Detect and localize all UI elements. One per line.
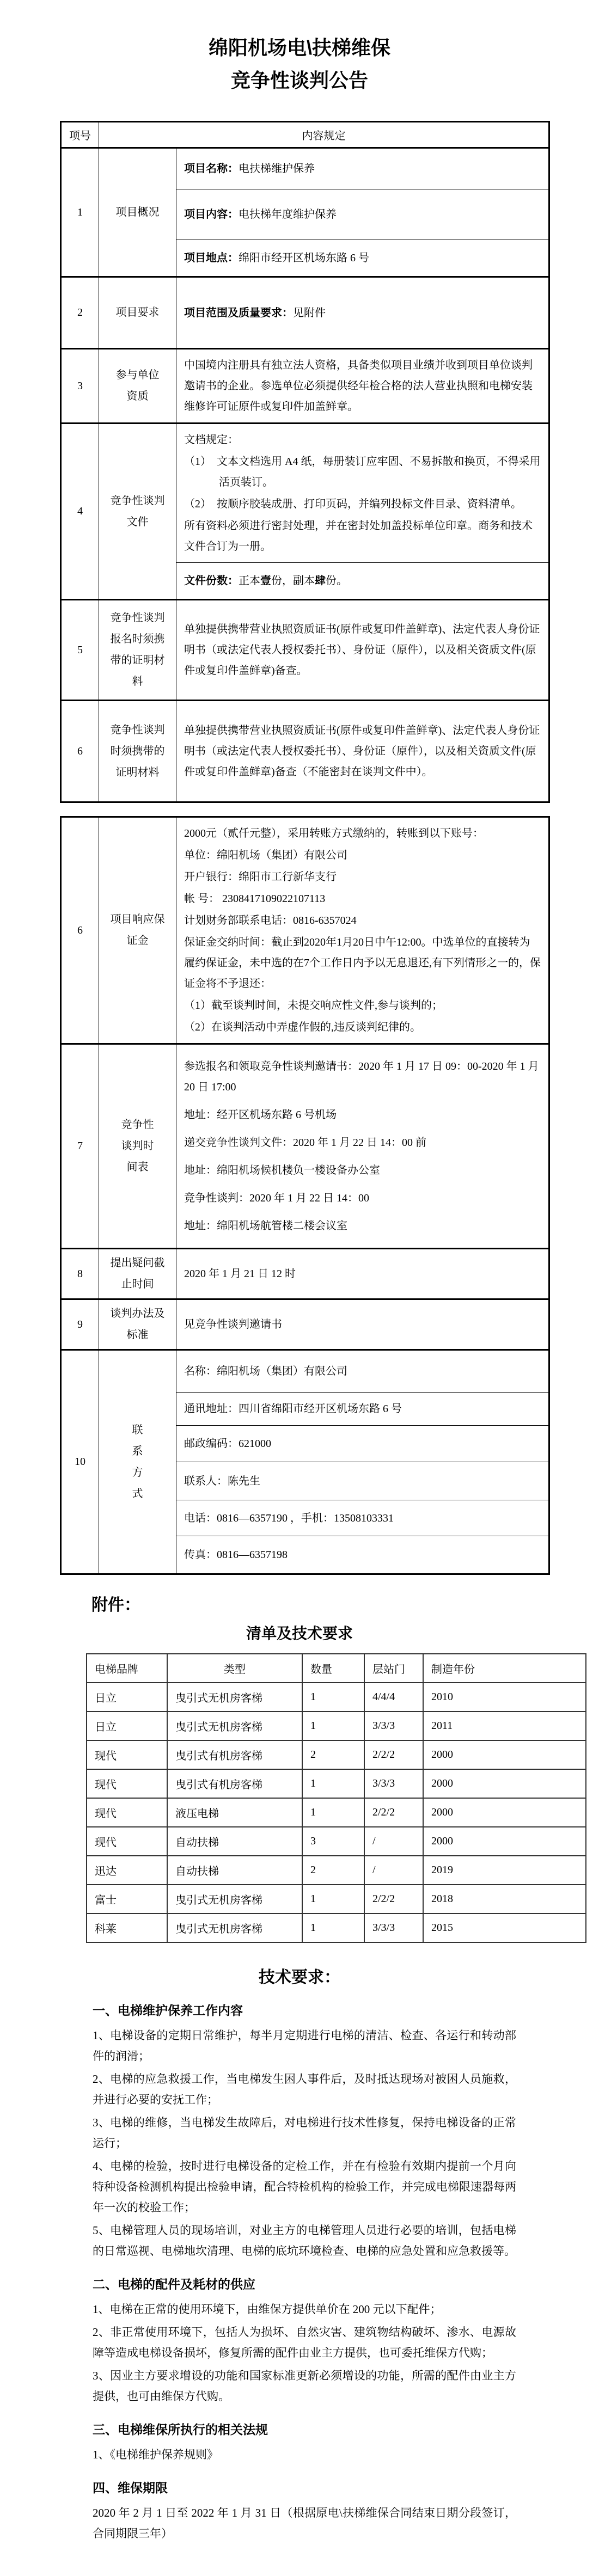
label-line: 竞争性谈判 bbox=[110, 494, 165, 507]
cell-paragraph: 单独提供携带营业执照资质证书(原件或复印件盖鲜章)、法定代表人身份证明书（或法定代表人授权委托书）、身份证（原件），以及相关资质文件(原件或复印件盖鲜章)备查（不能密封在谈判文件中）。 bbox=[184, 725, 540, 778]
row-content-cell bbox=[176, 424, 549, 563]
equipment-cell: 3/3/3 bbox=[364, 1712, 423, 1740]
row-content-cell bbox=[176, 349, 549, 424]
row-number-cell: 2 bbox=[61, 277, 99, 349]
table-row bbox=[61, 701, 549, 802]
row-content-cell bbox=[176, 817, 549, 1044]
label-line: 止时间 bbox=[121, 1278, 154, 1290]
equipment-cell: 1 bbox=[302, 1769, 364, 1798]
row-label-cell bbox=[99, 148, 176, 277]
row-number-cell: 3 bbox=[61, 349, 99, 424]
equipment-table bbox=[86, 1653, 586, 1943]
equipment-cell: 现代 bbox=[87, 1769, 167, 1798]
equipment-cell: 2018 bbox=[423, 1885, 586, 1913]
equipment-cell: 液压电梯 bbox=[167, 1798, 302, 1827]
cell-paragraph: 项目内容：电扶梯年度维护保养 bbox=[184, 208, 337, 220]
equipment-cell: 2 bbox=[302, 1740, 364, 1769]
equipment-cell: 富士 bbox=[87, 1885, 167, 1913]
equipment-cell: 科莱 bbox=[87, 1913, 167, 1942]
cell-paragraph: 计划财务部联系电话：0816-6357024 bbox=[184, 915, 357, 927]
row-number-cell: 8 bbox=[61, 1249, 99, 1299]
equipment-row bbox=[87, 1683, 586, 1712]
cell-paragraph: 电话：0816—6357190 ，手机：13508103331 bbox=[184, 1512, 394, 1524]
row-label-cell bbox=[99, 701, 176, 802]
row-number-cell: 5 bbox=[61, 600, 99, 701]
equipment-cell: 曳引式无机房客梯 bbox=[167, 1712, 302, 1740]
equipment-row bbox=[87, 1913, 586, 1942]
page-title-line-2: 竞争性谈判公告 bbox=[230, 69, 368, 91]
main-table-1 bbox=[60, 121, 550, 803]
cell-paragraph: 联系人：陈先生 bbox=[184, 1475, 260, 1487]
cell-paragraph: 传真：0816—6357198 bbox=[184, 1549, 288, 1561]
label-line: 系 bbox=[132, 1445, 143, 1457]
equipment-cell: 2000 bbox=[423, 1769, 586, 1798]
label-line: 谈判办法及 bbox=[110, 1308, 165, 1320]
row-label-cell bbox=[99, 349, 176, 424]
cell-paragraph: 单独提供携带营业执照资质证书(原件或复印件盖鲜章)、法定代表人身份证明书（或法定代表人授权委托书）、身份证（原件），以及相关资质文件(原件或复印件盖鲜章)备查。 bbox=[184, 623, 540, 677]
tech-sections bbox=[0, 2001, 599, 2544]
row-label-cell bbox=[99, 1350, 176, 1574]
equipment-cell: 迅达 bbox=[87, 1856, 167, 1885]
cell-paragraph: 中国境内注册具有独立法人资格，具备类似项目业绩并收到项目单位谈判邀请书的企业。参选单位必须提供经年检合格的法人营业执照和电梯安装维修许可证原件或复印件加盖鲜章。 bbox=[184, 359, 533, 413]
equipment-column-header: 类型 bbox=[167, 1654, 302, 1683]
equipment-cell: 2/2/2 bbox=[364, 1885, 423, 1913]
row-content-cell bbox=[176, 1462, 549, 1500]
equipment-row bbox=[87, 1769, 586, 1798]
cell-paragraph: 参选报名和领取竞争性谈判邀请书：2020 年 1 月 17 日 09：00-2020 年 1 月 20 日 17:00 bbox=[184, 1060, 539, 1093]
cell-paragraph: 递交竞争性谈判文件：2020 年 1 月 22 日 14：00 前 bbox=[184, 1137, 426, 1149]
equipment-cell: 2010 bbox=[423, 1683, 586, 1712]
equipment-row bbox=[87, 1827, 586, 1856]
equipment-row bbox=[87, 1885, 586, 1913]
row-label-cell bbox=[99, 1299, 176, 1350]
equipment-cell: 2015 bbox=[423, 1913, 586, 1942]
label-line: 方 bbox=[132, 1466, 143, 1479]
label-line: 联 bbox=[132, 1424, 143, 1436]
label-line: 报名时须携 bbox=[110, 633, 165, 645]
row-content-cell bbox=[176, 563, 549, 600]
row-content-cell bbox=[176, 240, 549, 277]
equipment-cell: 2000 bbox=[423, 1740, 586, 1769]
equipment-column-header: 制造年份 bbox=[423, 1654, 586, 1683]
equipment-cell: 自动扶梯 bbox=[167, 1827, 302, 1856]
equipment-cell: / bbox=[364, 1827, 423, 1856]
equipment-cell: 日立 bbox=[87, 1683, 167, 1712]
row-label-cell bbox=[99, 1044, 176, 1249]
table-row bbox=[61, 1249, 549, 1299]
label-line: 项目响应保 bbox=[110, 913, 165, 925]
row-content-cell bbox=[176, 701, 549, 802]
cell-paragraph: 文档规定： bbox=[184, 434, 239, 446]
tech-paragraph: 2、非正常使用环境下，包括人为损坏、自然灾害、建筑物结构破坏、渗水、电源故障等造成电梯设备损坏，修复所需的配件由业主方提供，也可委托维保方代购； bbox=[93, 2326, 516, 2359]
label-line: 竞争性 bbox=[121, 1119, 154, 1131]
cell-paragraph: 邮政编码：621000 bbox=[184, 1438, 271, 1450]
attachment-label: 附件： bbox=[91, 1596, 140, 1614]
row-label-cell bbox=[99, 424, 176, 600]
tech-paragraph: 1、电梯设备的定期日常维护，每半月定期进行电梯的清洁、检查、各运行和转动部件的润滑； bbox=[93, 2029, 516, 2063]
label-line: 谈判时 bbox=[121, 1140, 154, 1152]
cell-paragraph: 项目名称：电扶梯维护保养 bbox=[184, 163, 315, 175]
cell-paragraph: 项目范围及质量要求：见附件 bbox=[184, 306, 326, 319]
tech-requirements-heading: 技术要求： bbox=[259, 1968, 340, 1986]
label-line: 时须携带的 bbox=[110, 745, 165, 757]
table-row bbox=[61, 1299, 549, 1350]
row-content-cell bbox=[176, 1536, 549, 1574]
cell-paragraph: 地址：绵阳机场候机楼负一楼设备办公室 bbox=[184, 1164, 380, 1176]
tech-paragraph: 2、电梯的应急救援工作，当电梯发生困人事件后，及时抵达现场对被困人员施救，并进行必要的安抚工作； bbox=[93, 2072, 516, 2106]
main-table-2 bbox=[60, 816, 550, 1575]
label-line: 参与单位 bbox=[115, 369, 160, 381]
row-label-cell bbox=[99, 277, 176, 349]
equipment-column-header: 层站门 bbox=[364, 1654, 423, 1683]
tech-paragraph: 5、电梯管理人员的现场培训，对业主方的电梯管理人员进行必要的培训，包括电梯的日常巡视、电梯地坎清理、电梯的底坑环境检查、电梯的应急处置和应急救援等。 bbox=[93, 2224, 516, 2258]
table-row bbox=[61, 1044, 549, 1249]
equipment-cell: 2 bbox=[302, 1856, 364, 1885]
attachment-title: 清单及技术要求 bbox=[246, 1625, 353, 1642]
cell-paragraph: 通讯地址：四川省绵阳市经开区机场东路 6 号 bbox=[184, 1403, 402, 1415]
cell-paragraph: 开户银行：绵阳市工行新华支行 bbox=[184, 871, 337, 883]
row-number-cell: 4 bbox=[61, 424, 99, 600]
label-line: 提出疑问截 bbox=[110, 1257, 165, 1269]
equipment-column-header: 数量 bbox=[302, 1654, 364, 1683]
equipment-cell: 曳引式无机房客梯 bbox=[167, 1913, 302, 1942]
table-row bbox=[61, 600, 549, 701]
equipment-cell: 2000 bbox=[423, 1798, 586, 1827]
row-number-cell: 1 bbox=[61, 148, 99, 277]
equipment-cell: 3/3/3 bbox=[364, 1913, 423, 1942]
label-line: 式 bbox=[132, 1487, 143, 1500]
equipment-cell: 3 bbox=[302, 1827, 364, 1856]
equipment-cell: 自动扶梯 bbox=[167, 1856, 302, 1885]
table-header-row bbox=[61, 122, 549, 148]
tech-paragraph: 4、电梯的检验，按时进行电梯设备的定检工作，并在有检验有效期内提前一个月向特种设备检测机构提出检验申请，配合特检机构的检验工作，并完成电梯限速器每两年一次的校验工作； bbox=[93, 2160, 516, 2214]
row-label-cell bbox=[99, 1249, 176, 1299]
header-content-rules: 内容规定 bbox=[99, 122, 549, 148]
label-line: 项目要求 bbox=[115, 306, 160, 318]
row-content-cell bbox=[176, 277, 549, 349]
equipment-cell: 日立 bbox=[87, 1712, 167, 1740]
equipment-cell: 现代 bbox=[87, 1740, 167, 1769]
equipment-row bbox=[87, 1740, 586, 1769]
equipment-column-header: 电梯品牌 bbox=[87, 1654, 167, 1683]
cell-paragraph: （1） 文本文档选用 A4 纸，每册装订应牢固、不易拆散和换页，不得采用活页装订。 bbox=[184, 456, 541, 488]
equipment-row bbox=[87, 1798, 586, 1827]
label-line: 料 bbox=[132, 676, 143, 688]
row-content-cell bbox=[176, 1044, 549, 1249]
equipment-cell: 现代 bbox=[87, 1798, 167, 1827]
label-line: 标准 bbox=[126, 1329, 149, 1341]
equipment-cell: 2019 bbox=[423, 1856, 586, 1885]
cell-paragraph: 帐 号： 2308417109022107113 bbox=[184, 893, 326, 905]
row-label-cell bbox=[99, 600, 176, 701]
table-row bbox=[61, 148, 549, 189]
tech-paragraph: 3、电梯的维修，当电梯发生故障后，对电梯进行技术性修复，保持电梯设备的正常运行； bbox=[93, 2116, 516, 2150]
label-line: 项目概况 bbox=[115, 206, 160, 218]
label-line: 竞争性谈判 bbox=[110, 723, 165, 736]
equipment-cell: 1 bbox=[302, 1712, 364, 1740]
tech-section-title: 一、电梯维护保养工作内容 bbox=[93, 2003, 243, 2017]
label-line: 竞争性谈判 bbox=[110, 612, 165, 624]
row-number-cell: 7 bbox=[61, 1044, 99, 1249]
row-content-cell bbox=[176, 1249, 549, 1299]
tech-section-title: 三、电梯维保所执行的相关法规 bbox=[93, 2422, 268, 2437]
cell-paragraph: （2） 按顺序胶装成册、打印页码，并编列投标文件目录、资料清单。 bbox=[184, 498, 522, 510]
row-content-cell bbox=[176, 1393, 549, 1426]
cell-paragraph: 竞争性谈判：2020 年 1 月 22 日 14：00 bbox=[184, 1192, 369, 1204]
cell-paragraph: 所有资料必须进行密封处理，并在密封处加盖投标单位印章。商务和技术文件合订为一册。 bbox=[184, 520, 533, 553]
tech-paragraph: 1、电梯在正常的使用环境下，由维保方提供单价在 200 元以下配件； bbox=[93, 2303, 442, 2316]
label-line: 带的证明材 bbox=[110, 654, 165, 666]
row-content-cell bbox=[176, 1426, 549, 1462]
table-row bbox=[61, 349, 549, 424]
equipment-cell: 4/4/4 bbox=[364, 1683, 423, 1712]
row-number-cell: 6 bbox=[61, 817, 99, 1044]
cell-paragraph: 项目地点：绵阳市经开区机场东路 6 号 bbox=[184, 252, 369, 264]
row-number-cell: 6 bbox=[61, 701, 99, 802]
cell-paragraph: （1）截至谈判时间，未提交响应性文件,参与谈判的； bbox=[184, 999, 443, 1011]
equipment-cell: 1 bbox=[302, 1913, 364, 1942]
equipment-cell: 现代 bbox=[87, 1827, 167, 1856]
table-row bbox=[61, 1350, 549, 1393]
equipment-cell: 3/3/3 bbox=[364, 1769, 423, 1798]
equipment-row bbox=[87, 1712, 586, 1740]
label-line: 证金 bbox=[126, 935, 149, 947]
equipment-cell: 2/2/2 bbox=[364, 1798, 423, 1827]
equipment-row bbox=[87, 1856, 586, 1885]
row-content-cell bbox=[176, 600, 549, 701]
cell-paragraph: 单位：绵阳机场（集团）有限公司 bbox=[184, 849, 347, 861]
label-line: 证明材料 bbox=[115, 766, 160, 778]
tech-paragraph: 1、《电梯维护保养规则》 bbox=[93, 2448, 218, 2461]
cell-paragraph: 保证金交纳时间：截止到2020年1月20日中午12:00。中选单位的直接转为履约保证金，未中选的在7个工作日内予以无息退还,有下列情形之一的，保证金将不予退还： bbox=[184, 936, 541, 990]
tech-section-title: 二、电梯的配件及耗材的供应 bbox=[93, 2277, 255, 2291]
tech-paragraph: 2020 年 2 月 1 日至 2022 年 1 月 31 日（根据原电\扶梯维保合同结束日期分段签订，合同期限三年） bbox=[93, 2506, 516, 2540]
row-number-cell: 10 bbox=[61, 1350, 99, 1574]
cell-paragraph: 地址：经开区机场东路 6 号机场 bbox=[184, 1109, 337, 1121]
equipment-cell: 曳引式有机房客梯 bbox=[167, 1769, 302, 1798]
row-number-cell: 9 bbox=[61, 1299, 99, 1350]
row-content-cell bbox=[176, 148, 549, 189]
table-row bbox=[61, 424, 549, 563]
equipment-cell: 曳引式无机房客梯 bbox=[167, 1683, 302, 1712]
cell-paragraph: 2020 年 1 月 21 日 12 时 bbox=[184, 1268, 296, 1280]
row-content-cell bbox=[176, 189, 549, 240]
cell-paragraph: 2000元（贰仟元整），采用转账方式缴纳的，转账到以下账号： bbox=[184, 827, 484, 839]
page-title-line-1: 绵阳机场电\扶梯维保 bbox=[208, 36, 390, 59]
cell-paragraph: 名称：绵阳机场（集团）有限公司 bbox=[184, 1365, 347, 1377]
row-content-cell bbox=[176, 1299, 549, 1350]
page-title bbox=[0, 32, 599, 97]
equipment-cell: / bbox=[364, 1856, 423, 1885]
equipment-cell: 2011 bbox=[423, 1712, 586, 1740]
label-line: 文件 bbox=[126, 516, 149, 528]
equipment-header-row bbox=[87, 1654, 586, 1683]
cell-paragraph: 见竞争性谈判邀请书 bbox=[184, 1318, 282, 1330]
label-line: 间表 bbox=[126, 1161, 149, 1173]
table-row bbox=[61, 277, 549, 349]
cell-paragraph: 地址：绵阳机场航管楼二楼会议室 bbox=[184, 1220, 347, 1232]
cell-paragraph: （2）在谈判活动中弄虚作假的,违反谈判纪律的。 bbox=[184, 1021, 421, 1033]
equipment-cell: 曳引式无机房客梯 bbox=[167, 1885, 302, 1913]
tech-section-title: 四、维保期限 bbox=[93, 2481, 168, 2495]
cell-paragraph: 文件份数：正本壹份，副本肆份。 bbox=[184, 575, 347, 587]
row-content-cell bbox=[176, 1500, 549, 1536]
row-content-cell bbox=[176, 1350, 549, 1393]
label-line: 资质 bbox=[126, 390, 149, 402]
tech-paragraph: 3、因业主方要求增设的功能和国家标准更新必须增设的功能，所需的配件由业主方提供，也可由维保方代购。 bbox=[93, 2369, 516, 2403]
equipment-cell: 1 bbox=[302, 1798, 364, 1827]
equipment-cell: 1 bbox=[302, 1885, 364, 1913]
equipment-cell: 2000 bbox=[423, 1827, 586, 1856]
header-item-number: 项号 bbox=[61, 122, 99, 148]
equipment-cell: 曳引式有机房客梯 bbox=[167, 1740, 302, 1769]
equipment-cell: 1 bbox=[302, 1683, 364, 1712]
row-label-cell bbox=[99, 817, 176, 1044]
table-row bbox=[61, 817, 549, 1044]
equipment-cell: 2/2/2 bbox=[364, 1740, 423, 1769]
